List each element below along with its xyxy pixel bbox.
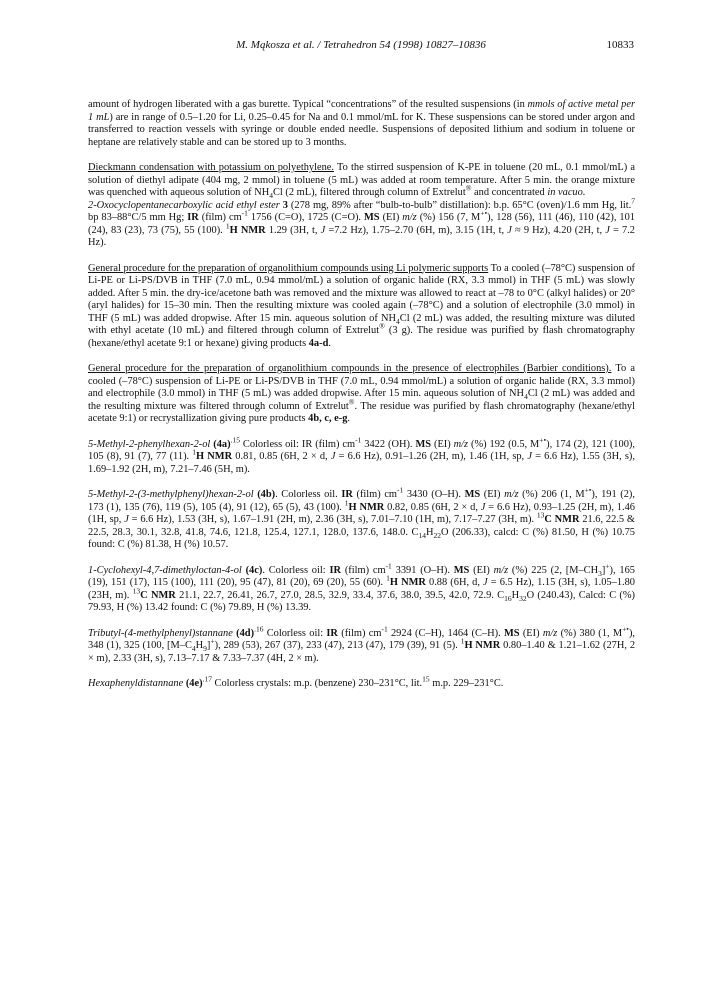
section-heading: General procedure for the preparation of organolithium compounds using Li polymeric supports [88, 262, 489, 274]
paragraph-dieckmann-condensation: Dieckmann condensation with potassium on polyethylene. To the stirred suspension of K-PE in toluene (20 mL, 0.1 mmol/mL) a solution of diethyl adipate (404 mg, 2 mmol) in toluene (5 mL) was added at room temperature. After 5 min. the orange mixture was quenched with aqueous solution of $NH_4Cl$ (2 mL), filtered through column of Extrelut® and concentrated in vacuo. 2-Oxocyclopentanecarboxylic acid ethyl ester 3 (278 mg, 89% after “bulb-to-bulb” distillation): b.p. 65°C (oven)/1.6 mm Hg, lit.$^7$ bp 83–88°C/5 mm Hg; IR (film) $cm^{-1}$ 1756 (C=O), 1725 (C=O). MS (EI) m/z (%) 156 (7, M+•), 128 (56), 111 (46), 110 (42), 101 (24), 83 (23), 73 (75), 55 (100). $^1$H NMR 1.29 (3H, t, J =7.2 Hz), 1.75–2.70 (6H, m), 3.15 (1H, t, J ≈ 9 Hz), 4.20 (2H, t, J = 7.2 Hz). [88, 162, 636, 248]
compound-name: Hexaphenyldistannane [88, 678, 184, 689]
compound-name: Tributyl-(4-methylphenyl)stannane [88, 627, 233, 639]
paragraph-general-procedure-li-supports: General procedure for the preparation of organolithium compounds using Li polymeric supports To a cooled (–78°C) suspension of Li-PE or Li-PS/DVB in THF (7.0 mL, 0.94 mmol/mL) a solution of organic halide (RX, 3.3 mmol) in THF (5 mL) was slowly added. After 5 min. the dry-ice/acetone bath was removed and the mixture was allowed to react at –78 to 0°C (alkyl halides) or 20° (aryl halides) for 15–30 min. Then the resulting mixture was cooled again (–78°C) and a solution of electrophile (3.0 mmol) in THF (5 mL) was added dropwise. After 15 min. aqueous solution of $NH_4Cl$ (2 mL) was added, the resulting mixture was diluted with ethyl acetate (10 mL) and filtered through column of Extrelut® (3 g). The residue was purified by flash chromatography (hexane/ethyl acetate 9:1 or hexane) giving products 4a-d. [88, 262, 635, 349]
compound-name: 1-Cyclohexyl-4,7-dimethyloctan-4-ol [88, 564, 242, 576]
page-number: 10833 [606, 39, 634, 51]
compound-entry-4b: 5-Methyl-2-(3-methylphenyl)hexan-2-ol (4b). Colorless oil. IR (film) $cm^{-1}$ 3430 (O–H). MS (EI) m/z (%) 206 (1, M+•), 191 (2), 173 (1), 135 (76), 119 (5), 105 (4), 91 (12), 65 (5), 43 (100). $^1$H NMR 0.82, 0.85 (6H, 2 × d, J = 6.6 Hz), 0.93–1.25 (2H, m), 1.46 (1H, sp, J = 6.6 Hz), 1.53 (3H, s), 1.67–1.91 (2H, m), 2.36 (3H, s), 7.01–7.10 (1H, m), 7.17–7.27 (3H, m). $^{13}$C NMR 21.6, 22.5 & 22.5, 28.3, 30.1, 32.8, 41.8, 74.6, 121.8, 125.4, 127.1, 128.0, 137.6, 148.0. $C_{14}H_{22}O$ (206.33), calcd: C (%) 81.50, H (%) 10.75 found: C (%) 81.38, H (%) 10.57. [88, 485, 636, 550]
compound-name: 2-Oxocyclopentanecarboxylic acid ethyl ester [88, 199, 280, 211]
compound-entry-4e: Hexaphenyldistannane $(4e)^{.17}$ Colorless crystals: m.p. (benzene) 230–231°C, lit.$^{15}$ m.p. 229–231°C. [88, 674, 504, 689]
body-text [88, 99, 635, 702]
compound-entry-4c: 1-Cyclohexyl-4,7-dimethyloctan-4-ol (4c). Colorless oil: IR (film) $cm^{-1}$ 3391 (O–H). MS (EI) m/z (%) 225 (2, $[M-CH_3]^+$), 165 (19), 151 (17), 115 (100), 111 (20), 95 (47), 81 (20), 69 (20), 55 (60). $^1$H NMR 0.88 (6H, d, J = 6.5 Hz), 1.15 (3H, s), 1.05–1.80 (23H, m). $^{13}$C NMR 21.1, 22.7, 26.41, 26.7, 27.0, 28.5, 32.9, 33.4, 37.6, 38.0, 39.5, 42.0, 72.9. $C_{16}H_{32}O$ (240.43), Calcd: C (%) 79.93, H (%) 13.42 found: C (%) 79.89, H (%) 13.39. [88, 561, 636, 613]
running-title: M. Mąkosza et al. / Tetrahedron 54 (1998) 10827–10836 [236, 39, 486, 51]
compound-name: 5-Methyl-2-phenylhexan-2-ol [88, 438, 211, 450]
paragraph-barbier-conditions: General procedure for the preparation of organolithium compounds in the presence of electrophiles (Barbier conditions). To a cooled (–78°C) suspension of Li-PE or Li-PS/DVB in THF (7.0 mL, 0.94 mmol/mL) a solution of organic halide (RX, 3.3 mmol) and electrophile (3.0 mmol) in THF (5 mL) was added dropwise. After 15 min. aqueous solution of $NH_4Cl$ (2 mL) was added and the resulting mixture was filtered through column of Extrelut®. The residue was purified by flash chromatography (hexane/ethyl acetate 9:1) or recrystallization giving pure products 4b, c, e-g. [88, 363, 636, 424]
compound-entry-4d: Tributyl-(4-methylphenyl)stannane $(4d)^{.16}$ Colorless oil: IR (film) $cm^{-1}$ 2924 (C–H), 1464 (C–H). MS (EI) m/z (%) 380 (1, M+•), 348 (1), 325 (100, $[M-C_4H_9]^+$), 289 (53), 267 (37), 233 (47), 213 (47), 179 (39), 91 (5). $^1$H NMR 0.80–1.40 & 1.21–1.62 (27H, 2 × m), 2.33 (3H, s), 7.13–7.17 & 7.33–7.37 (4H, 2 × m). [88, 624, 636, 664]
compound-name: 5-Methyl-2-(3-methylphenyl)hexan-2-ol [88, 489, 254, 500]
compound-entry-4a: 5-Methyl-2-phenylhexan-2-ol $(4a)^{.15}$ Colorless oil: IR (film) $cm^{-1}$ 3422 (OH). MS (EI) m/z (%) 192 (0.5, M+•), 174 (2), 121 (100), 105 (8), 91 (7), 77 (11). $^1$H NMR 0.81, 0.85 (6H, 2 × d, J = 6.6 Hz), 0.91–1.26 (2H, m), 1.46 (1H, sp, J = 6.6 Hz), 1.55 (3H, s), 1.69–1.92 (2H, m), 7.21–7.46 (5H, m). [88, 435, 635, 475]
section-heading: General procedure for the preparation of organolithium compounds in the presence of electrophiles (Barbier conditions). [88, 363, 612, 374]
paragraph-suspension-concentrations: amount of hydrogen liberated with a gas burette. Typical “concentrations” of the resulted suspensions (in mmols of active metal per 1 mL) are in range of 0.5–1.20 for Li, 0.25–0.45 for Na and 0.1 mmol/mL for K. These suspensions can be stored under argon and transferred to reaction vessels with syringe or double ended needle. Suspensions of deposited lithium and sodium in toluene or heptane are relatively stable and can be stored up to 3 months. [88, 99, 635, 148]
page-header [88, 39, 634, 55]
section-heading: Dieckmann condensation with potassium on polyethylene. [88, 162, 334, 173]
